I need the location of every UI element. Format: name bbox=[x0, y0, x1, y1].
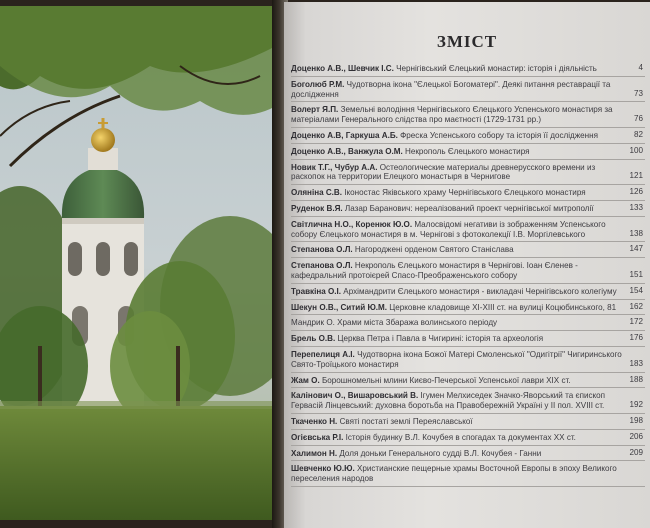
entry-title: Некрополь Єлецького монастиря в Чернігові. Іоан Єленев - кафедральний протоієрей Спасо-Преображенського собору bbox=[291, 261, 578, 280]
entry-author: Шевченко Ю.Ю. bbox=[291, 464, 355, 474]
contents-page bbox=[284, 2, 650, 528]
contents-entry bbox=[291, 464, 645, 487]
contents-entry bbox=[291, 303, 645, 316]
contents-entry bbox=[291, 163, 645, 186]
entry-author: Боголюб Р.М. bbox=[291, 79, 345, 89]
entry-title: Мандрик О. Храми міста Збаража волинського періоду bbox=[291, 318, 498, 328]
contents-entry bbox=[291, 147, 645, 160]
contents-entry bbox=[291, 204, 645, 217]
contents-entry bbox=[291, 376, 645, 389]
contents-entry bbox=[291, 80, 645, 103]
contents-title: ЗМІСТ bbox=[436, 32, 498, 51]
entry-author: Степанова О.Л. bbox=[291, 261, 353, 271]
entry-page-number: 206 bbox=[629, 431, 643, 441]
entry-author: Доценко А.В, Гаркуша А.Б. bbox=[291, 130, 398, 140]
contents-entry bbox=[291, 318, 645, 331]
entry-page-number: 162 bbox=[629, 301, 643, 311]
entry-author: Калінович О., Вишаровський В. bbox=[291, 391, 419, 401]
entry-page-number: 133 bbox=[629, 202, 643, 212]
entry-title: Некрополь Єлецького монастиря bbox=[405, 146, 530, 156]
entry-title: Земельні володіння Чернігівського Єлецького Успенського монастиря за матеріалами Генерального слідства про маєтності (1729-1731 рр.) bbox=[291, 105, 613, 125]
entry-title: Чудотворна ікона Божої Матері Смоленської "Одигітрії" Чигиринського Свято-Троїцького монастиря bbox=[291, 349, 622, 369]
entry-title: Церковне кладовище ХІ-ХІІІ ст. на вулиці Коцюбинського, 81 bbox=[389, 302, 617, 312]
entry-author: Жам О. bbox=[291, 375, 320, 385]
entry-page-number: 100 bbox=[629, 145, 643, 155]
entry-title: Фреска Успенського собору та історія її дослідження bbox=[400, 130, 598, 140]
entry-page-number: 209 bbox=[629, 447, 643, 457]
entry-title: Архімандрити Єлецького монастиря - викладачі Чернігівського колегіуму bbox=[343, 286, 617, 296]
entry-title: Чудотворна ікона "Єлецької Богоматері". Деякі питання реставрації та дослідження bbox=[291, 79, 611, 99]
entry-title: Церква Петра і Павла в Чигирині: історія та археологія bbox=[337, 334, 544, 344]
contents-entry bbox=[291, 64, 645, 77]
entry-page-number: 176 bbox=[629, 333, 643, 343]
entry-page-number: 76 bbox=[633, 114, 643, 124]
entry-title: Ігумен Мелхиседек Значко-Яворський та єпископ Гервасій Лінцевський: духовна боротьба на Правобережній Україні у ІІ пол. XVIII ст. bbox=[291, 391, 606, 411]
entry-author: Ткаченко Н. bbox=[291, 416, 338, 426]
entry-page-number: 121 bbox=[629, 171, 643, 181]
entry-page-number: 4 bbox=[638, 63, 643, 72]
entry-title: Нагороджені орденом Святого Станіслава bbox=[354, 245, 514, 255]
contents-entry bbox=[291, 334, 645, 347]
entry-title: Лазар Баранович: нереалізований проект чернігівської митрополії bbox=[344, 203, 594, 213]
contents-entry bbox=[291, 449, 645, 462]
entry-author: Світлична Н.О., Коренюк Ю.О. bbox=[291, 219, 413, 229]
entry-author: Доценко А.В., Ванжула О.М. bbox=[291, 146, 403, 156]
entry-page-number: 138 bbox=[629, 228, 643, 238]
entry-page-number: 154 bbox=[629, 285, 643, 295]
entry-title: Святі постаті землі Переяславської bbox=[339, 416, 473, 426]
entry-page-number: 147 bbox=[629, 244, 643, 254]
entry-page-number: 198 bbox=[629, 415, 643, 425]
contents-entry bbox=[291, 261, 645, 284]
contents-entry bbox=[291, 417, 645, 430]
entry-author: Степанова О.Л. bbox=[291, 245, 353, 255]
entry-title: Доля доньки Генерального судді В.Л. Кочубея - Ганни bbox=[339, 448, 542, 458]
entry-author: Новик Т.Г., Чубур А.А. bbox=[291, 162, 378, 172]
entry-page-number: 126 bbox=[629, 187, 643, 197]
entry-author: Волерт Я.П. bbox=[291, 105, 339, 115]
entry-author: Оляніна С.В. bbox=[291, 188, 343, 198]
entry-page-number: 188 bbox=[629, 374, 643, 384]
entry-title: Іконостас Яківського храму Чернігівського Єлецького монастиря bbox=[344, 188, 586, 198]
entry-title: Остеологические материалы древнерусского времени из раскопок на территории Елецкого монастыря в Чернигове bbox=[291, 162, 596, 182]
entry-title: Малосвідомі негативи із зображенням Успенського собору Єлецького монастиря в м. Чернігові з фотоколекції І.В. Моргілевського bbox=[291, 219, 606, 239]
contents-entry bbox=[291, 391, 645, 414]
entry-page-number: 183 bbox=[629, 358, 643, 368]
contents-entry bbox=[291, 188, 645, 201]
entry-title: Історія будинку В.Л. Кочубея в спогадах та документах ХХ ст. bbox=[345, 432, 576, 442]
bell-tower-photo bbox=[0, 6, 276, 520]
entry-page-number: 82 bbox=[633, 129, 643, 139]
contents-entry bbox=[291, 287, 645, 300]
entry-title: Чернігівський Єлецький монастир: історія і діяльність bbox=[396, 64, 597, 73]
entry-title: Христианские пещерные храмы Восточной Европы в эпоху Великого переселения народов bbox=[291, 464, 617, 484]
entry-author: Шекун О.В., Ситий Ю.М. bbox=[291, 302, 388, 312]
entry-author: Перепелиця А.І. bbox=[291, 349, 355, 359]
photo-illustration bbox=[0, 6, 276, 520]
entry-page-number: 172 bbox=[629, 317, 643, 327]
entry-title: Борошномельні млини Києво-Печерської Успенської лаври ХІХ ст. bbox=[321, 375, 571, 385]
entry-author: Руденок В.Я. bbox=[291, 203, 343, 213]
entry-author: Травкіна О.І. bbox=[291, 286, 342, 296]
entry-page-number: 151 bbox=[629, 269, 643, 279]
contents-entry bbox=[291, 105, 645, 128]
contents-entry bbox=[291, 220, 645, 243]
entry-author: Доценко А.В., Шевчик І.С. bbox=[291, 64, 394, 73]
contents-entry bbox=[291, 245, 645, 258]
entry-author: Халимон Н. bbox=[291, 448, 338, 458]
entry-page-number: 73 bbox=[633, 88, 643, 98]
contents-list bbox=[291, 64, 645, 490]
entry-author: Брель О.В. bbox=[291, 334, 336, 344]
contents-entry bbox=[291, 433, 645, 446]
entry-page-number: 192 bbox=[629, 400, 643, 410]
entry-author: Огієвська Р.І. bbox=[291, 432, 344, 442]
contents-entry bbox=[291, 131, 645, 144]
contents-entry bbox=[291, 350, 645, 373]
